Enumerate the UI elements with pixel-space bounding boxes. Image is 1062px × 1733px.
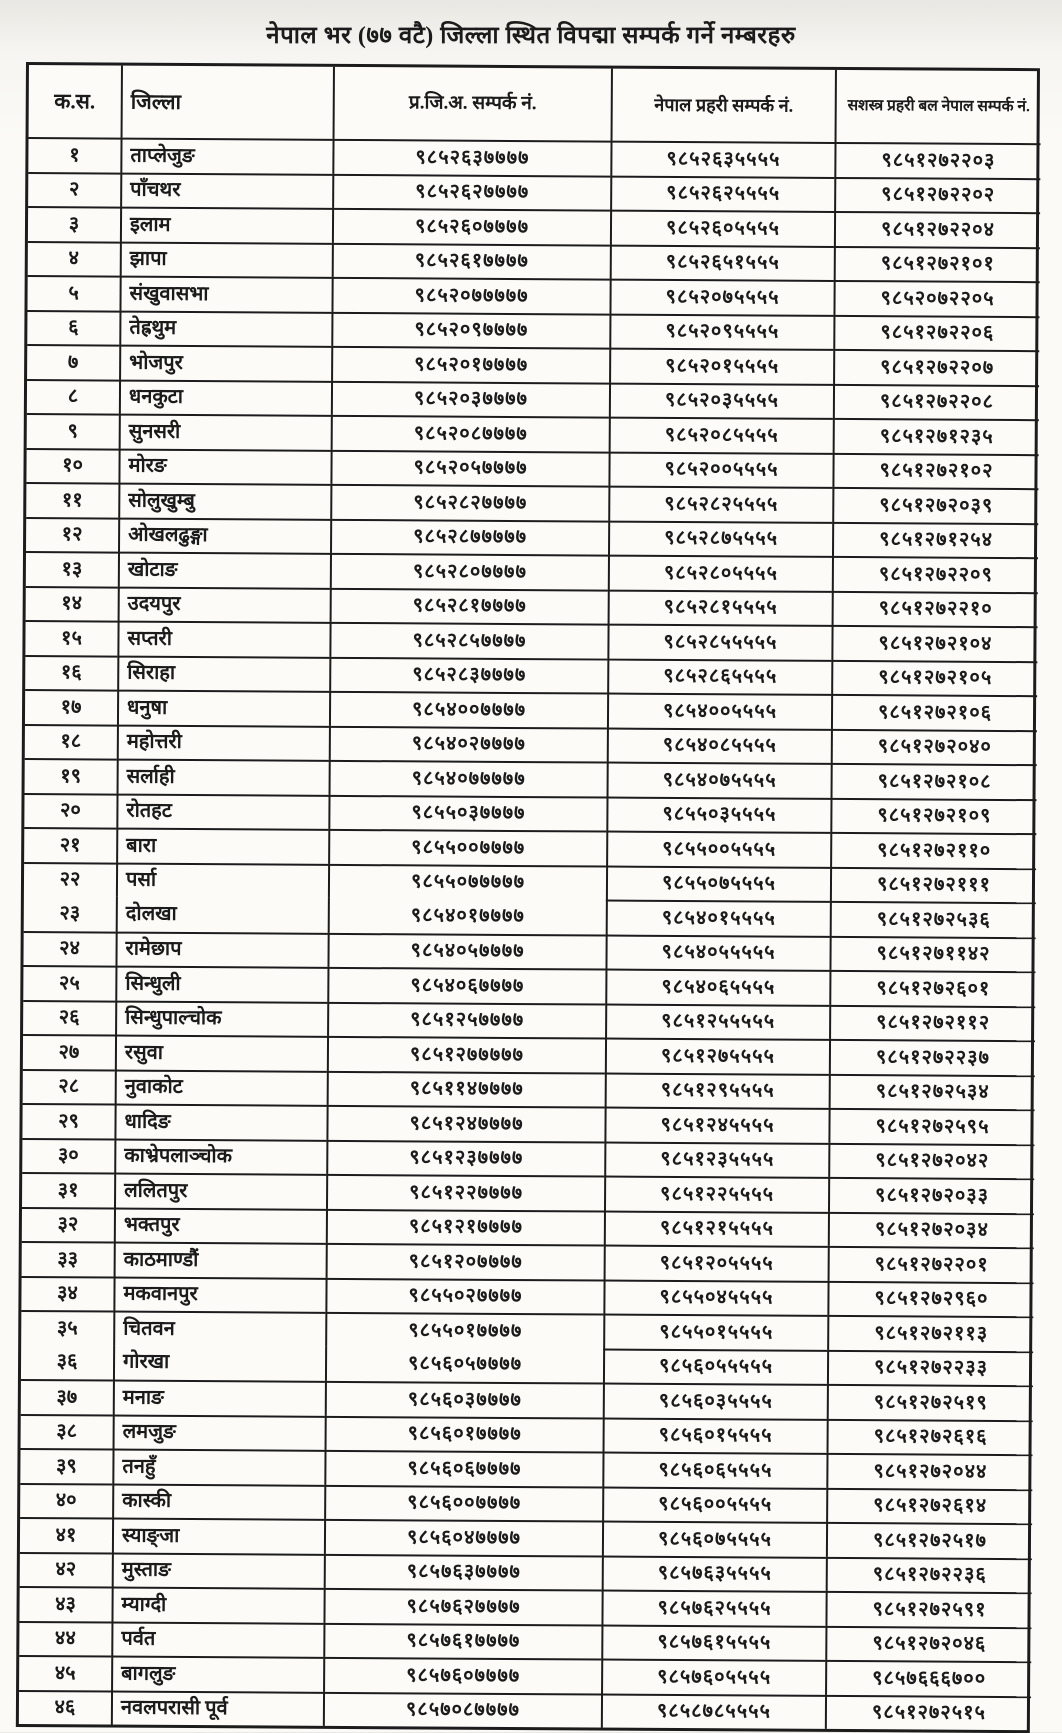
police-number-cell: ९८५७६१५५५५ bbox=[601, 1624, 825, 1660]
police-number-cell: ९८५२८६५५५५ bbox=[607, 658, 831, 694]
district-cell: काठमाण्डौं bbox=[114, 1242, 326, 1278]
district-cell: तेह्रथुम bbox=[119, 310, 331, 346]
sn-cell: ३२ bbox=[22, 1206, 114, 1241]
district-cell: कास्की bbox=[112, 1483, 324, 1519]
district-cell: भक्तपुर bbox=[114, 1207, 326, 1243]
district-cell: तनहुँ bbox=[112, 1449, 324, 1485]
district-cell: भोजपुर bbox=[119, 345, 331, 381]
district-cell: सोलुखुम्बु bbox=[118, 483, 330, 519]
sn-cell: १ bbox=[28, 137, 120, 172]
police-number-cell: ९८५२८२५५५५ bbox=[608, 486, 832, 522]
apf-number-cell: ९८५१२७२२०८ bbox=[833, 383, 1039, 419]
district-cell: म्याग्दी bbox=[111, 1587, 323, 1623]
district-cell: ललितपुर bbox=[114, 1173, 326, 1209]
sn-cell: २८ bbox=[23, 1068, 115, 1103]
sn-cell: ५ bbox=[27, 275, 119, 310]
district-cell: बागलुङ bbox=[111, 1656, 323, 1692]
police-number-cell: ९८५२६३५५५५ bbox=[610, 141, 834, 177]
police-number-cell: ९८५१२३५५५५ bbox=[604, 1141, 828, 1177]
police-number-cell: ९८५२८७५५५५ bbox=[608, 520, 832, 556]
district-cell: संखुवासभा bbox=[119, 276, 331, 312]
sn-cell: २३ bbox=[59, 901, 81, 925]
apf-number-cell: ९८५१२७२२३७ bbox=[829, 1039, 1035, 1075]
police-number-cell: ९८५२००५५५५ bbox=[608, 451, 832, 487]
sn-cell: ३१ bbox=[22, 1172, 114, 1207]
apf-number-cell: ९८५१२७२१०२ bbox=[832, 452, 1038, 488]
apf-number-cell: ९८५१२७२२०७ bbox=[833, 349, 1039, 385]
apf-number-cell: ९८५१२७२०४४ bbox=[826, 1453, 1032, 1489]
district-cell: गोरखा bbox=[113, 1345, 325, 1381]
cdo-number-cell: ९८५५००७७७७ bbox=[328, 829, 606, 865]
apf-number-cell: ९८५१२७२२०३ bbox=[834, 142, 1040, 178]
cdo-number-cell: ९८५११४७७७७ bbox=[327, 1070, 605, 1106]
police-number-cell: ९८५२८०५५५५ bbox=[608, 555, 832, 591]
district-cell: रामेछाप bbox=[115, 931, 327, 967]
cdo-number-cell: ९८५६००७७७७ bbox=[324, 1484, 602, 1520]
cdo-number-cell: ९८५२६०७७७७ bbox=[332, 208, 610, 244]
district-cell: नवलपरासी पूर्व bbox=[111, 1690, 323, 1726]
cdo-number-cell: ९८५२८२७७७७ bbox=[330, 484, 608, 520]
cdo-number-cell: ९८५५०२७७७७ bbox=[325, 1277, 603, 1313]
cdo-number-cell: ९८५२८७७७७७ bbox=[330, 518, 608, 554]
district-cell: मोरङ bbox=[118, 448, 330, 484]
sn-cell: ८ bbox=[27, 379, 119, 414]
district-cell: दोलखा bbox=[116, 897, 328, 933]
apf-number-cell: ९८५१२७२२०६ bbox=[833, 314, 1039, 350]
cdo-number-cell: ९८५२८३७७७७ bbox=[329, 656, 607, 692]
apf-number-cell: ९८५१२७२०४० bbox=[831, 728, 1037, 764]
apf-number-cell: ९८५१२७२१०५ bbox=[831, 659, 1037, 695]
apf-number-cell: ९८५१२७२२३६ bbox=[826, 1556, 1032, 1592]
cdo-number-cell: ९८५२०९७७७७ bbox=[331, 311, 609, 347]
police-number-cell: ९८५२६०५५५५ bbox=[610, 210, 834, 246]
table-body bbox=[19, 137, 1037, 1730]
police-number-cell: ९८५४०७५५५५ bbox=[607, 762, 831, 798]
sn-cell: ३९ bbox=[20, 1448, 112, 1483]
sn-cell: २४ bbox=[23, 931, 115, 966]
apf-number-cell: ९८५१२७२०३९ bbox=[832, 487, 1038, 523]
apf-number-cell: ९८५१२७२९६० bbox=[827, 1280, 1033, 1316]
police-number-cell: ९८५५००५५५५ bbox=[606, 831, 830, 867]
cdo-number-cell: ९८५६०४७७७७ bbox=[324, 1519, 602, 1555]
apf-number-cell: ९८५१२७२६१४ bbox=[826, 1487, 1032, 1523]
apf-number-cell: ९८५१२७१२३५ bbox=[833, 418, 1039, 454]
apf-number-cell: ९८५१२७२०४६ bbox=[825, 1625, 1031, 1661]
police-number-cell: ९८५४०८५५५५ bbox=[607, 727, 831, 763]
sn-cell: ७ bbox=[27, 344, 119, 379]
cdo-number-cell: ९८५४०५७७७७ bbox=[327, 932, 605, 968]
cdo-number-cell: ९८५६०१७७७७ bbox=[325, 1415, 603, 1451]
sn-cell: ४ bbox=[28, 241, 120, 276]
cdo-number-cell: ९८५२०३७७७७ bbox=[331, 380, 609, 416]
sn-cell: २५ bbox=[23, 965, 115, 1000]
cdo-number-cell: ९८५७६२७७७७ bbox=[323, 1588, 601, 1624]
sn-cell: ३५ bbox=[21, 1310, 113, 1345]
cdo-number-cell: ९८५५०३७७७७ bbox=[328, 794, 606, 830]
district-cell: उदयपुर bbox=[118, 586, 330, 622]
apf-number-cell: ९८५१२७२११२ bbox=[829, 1004, 1035, 1040]
header-nepal-police-contact: नेपाल प्रहरी सम्पर्क नं. bbox=[611, 69, 835, 142]
district-cell: रसुवा bbox=[115, 1035, 327, 1071]
district-cell: महोत्तरी bbox=[117, 724, 329, 760]
header-armed-police-contact: सशस्त्र प्रहरी बल नेपाल सम्पर्क नं. bbox=[835, 70, 1041, 143]
apf-number-cell: ९८५१२७२२३३ bbox=[827, 1349, 1033, 1385]
header-district: जिल्ला bbox=[121, 66, 333, 139]
sn-cell: ३८ bbox=[21, 1413, 113, 1448]
police-number-cell: ९८५६०७५५५५ bbox=[602, 1521, 826, 1557]
police-number-cell: ९८५१२२५५५५ bbox=[604, 1176, 828, 1212]
sn-cell: ४२ bbox=[20, 1551, 112, 1586]
apf-number-cell: ९८५१२७२०३३ bbox=[828, 1177, 1034, 1213]
district-cell: सुनसरी bbox=[119, 414, 331, 450]
sn-cell: ३० bbox=[22, 1137, 114, 1172]
apf-number-cell: ९८५७६६६७०० bbox=[825, 1660, 1031, 1696]
police-number-cell: ९८५७६२५५५५ bbox=[601, 1590, 825, 1626]
apf-number-cell: ९८५१२७२०४२ bbox=[828, 1142, 1034, 1178]
district-cell: धनुषा bbox=[117, 690, 329, 726]
district-cell: ताप्लेजुङ bbox=[120, 138, 332, 174]
police-number-cell: ९८५२८५५५५५ bbox=[607, 624, 831, 660]
police-number-cell: ९८५४०१५५५५ bbox=[606, 900, 830, 936]
apf-number-cell: ९८५१२७२५३४ bbox=[829, 1073, 1035, 1109]
police-number-cell: ९८५४००५५५५ bbox=[607, 693, 831, 729]
district-cell: सप्तरी bbox=[117, 621, 329, 657]
police-number-cell: ९८५१२४५५५५ bbox=[604, 1107, 828, 1143]
apf-number-cell: ९८५१२७२५१७ bbox=[826, 1522, 1032, 1558]
cdo-number-cell: ९८५२६२७७७७ bbox=[332, 173, 610, 209]
police-number-cell: ९८५६०३५५५५ bbox=[603, 1383, 827, 1419]
contact-numbers-table bbox=[16, 62, 1040, 1733]
apf-number-cell: ९८५१२७२२०४ bbox=[834, 211, 1040, 247]
apf-number-cell: ९८५१२७२५९१ bbox=[825, 1591, 1031, 1627]
district-cell: झापा bbox=[120, 241, 332, 277]
apf-number-cell: ९८५१२७११४२ bbox=[829, 935, 1035, 971]
police-number-cell: ९८५२०१५५५५ bbox=[609, 348, 833, 384]
sn-cell: ४३ bbox=[19, 1586, 111, 1621]
district-cell: धादिङ bbox=[114, 1104, 326, 1140]
police-number-cell: ९८५६०५५५५५ bbox=[603, 1348, 827, 1384]
cdo-number-cell: ९८५२८१७७७७ bbox=[330, 587, 608, 623]
sn-cell: ४० bbox=[20, 1482, 112, 1517]
cdo-number-cell: ९८५१२३७७७७ bbox=[326, 1139, 604, 1175]
cdo-number-cell: ९८५४०१७७७७ bbox=[328, 898, 606, 934]
sn-cell: १० bbox=[26, 448, 118, 483]
district-cell: सिन्धुपाल्चोक bbox=[115, 1000, 327, 1036]
sn-cell: १९ bbox=[25, 758, 117, 793]
sn-cell: १५ bbox=[25, 620, 117, 655]
district-cell: मकवानपुर bbox=[113, 1276, 325, 1312]
police-number-cell: ९८५१२५५५५५ bbox=[605, 1003, 829, 1039]
sn-cell: १२ bbox=[26, 517, 118, 552]
police-number-cell: ९८५७६३५५५५ bbox=[602, 1555, 826, 1591]
apf-number-cell: ९८५१२७२२०१ bbox=[828, 1246, 1034, 1282]
district-cell: सिराहा bbox=[117, 655, 329, 691]
cdo-number-cell: ९८५२०५७७७७ bbox=[330, 449, 608, 485]
district-cell: मनाङ bbox=[113, 1380, 325, 1416]
table-row bbox=[19, 1689, 1027, 1730]
police-number-cell: ९८५२०३५५५५ bbox=[609, 382, 833, 418]
sn-cell: २१ bbox=[24, 827, 116, 862]
cdo-number-cell: ९८५१२५७७७७ bbox=[327, 1001, 605, 1037]
police-number-cell: ९८५४०५५५५५ bbox=[605, 934, 829, 970]
sn-cell: ३६ bbox=[56, 1350, 78, 1373]
sn-cell: ९ bbox=[27, 413, 119, 448]
district-cell: पर्सा bbox=[116, 862, 328, 898]
district-cell: बारा bbox=[116, 828, 328, 864]
district-cell: खोटाङ bbox=[118, 552, 330, 588]
police-number-cell: ९८५५०७५५५५ bbox=[606, 865, 830, 901]
cdo-number-cell: ९८५२८०७७७७ bbox=[330, 553, 608, 589]
sn-cell: २७ bbox=[23, 1034, 115, 1069]
district-cell: सर्लाही bbox=[117, 759, 329, 795]
sn-cell: २६ bbox=[23, 1000, 115, 1035]
cdo-number-cell: ९८५२६१७७७७ bbox=[332, 242, 610, 278]
cdo-number-cell: ९८५४०६७७७७ bbox=[327, 967, 605, 1003]
police-number-cell: ९८५५०४५५५५ bbox=[603, 1279, 827, 1315]
table-header-row bbox=[29, 65, 1037, 143]
police-number-cell: ९८५४०६५५५५ bbox=[605, 969, 829, 1005]
apf-number-cell: ९८५१२७२१०६ bbox=[831, 694, 1037, 730]
apf-number-cell: ९८५१२७२५१५ bbox=[825, 1694, 1031, 1730]
apf-number-cell: ९८५१२७२१०८ bbox=[831, 763, 1037, 799]
district-cell: लमजुङ bbox=[113, 1414, 325, 1450]
sn-cell: ३७ bbox=[21, 1379, 113, 1414]
district-cell: पर्वत bbox=[111, 1621, 323, 1657]
police-number-cell: ९८५२६५१५५५ bbox=[610, 244, 834, 280]
cdo-number-cell: ९८५२०८७७७७ bbox=[331, 415, 609, 451]
cdo-number-cell: ९८५५०७७७७७ bbox=[328, 863, 606, 899]
apf-number-cell: ९८५१२७२२१० bbox=[832, 590, 1038, 626]
cdo-number-cell: ९८५४००७७७७ bbox=[329, 691, 607, 727]
district-cell: पाँचथर bbox=[120, 172, 332, 208]
district-cell: नुवाकोट bbox=[115, 1069, 327, 1105]
cdo-number-cell: ९८५२०१७७७७ bbox=[331, 346, 609, 382]
sn-cell: ४४ bbox=[19, 1620, 111, 1655]
cdo-number-cell: ९८५६०६७७७७ bbox=[324, 1450, 602, 1486]
cdo-number-cell: ९८५७६१७७७७ bbox=[323, 1622, 601, 1658]
district-cell: काभ्रेपलाञ्चोक bbox=[114, 1138, 326, 1174]
apf-number-cell: ९८५१२७२११० bbox=[830, 832, 1036, 868]
apf-number-cell: ९८५१२७२१०१ bbox=[834, 245, 1040, 281]
apf-number-cell: ९८५१२७२५९५ bbox=[828, 1108, 1034, 1144]
district-cell: ओखलढुङ्गा bbox=[118, 517, 330, 553]
cdo-number-cell: ९८५२६३७७७७ bbox=[332, 139, 610, 175]
apf-number-cell: ९८५१२७२५३६ bbox=[830, 901, 1036, 937]
sn-cell: ४६ bbox=[19, 1689, 111, 1724]
sn-cell: ३३ bbox=[22, 1241, 114, 1276]
district-cell: धनकुटा bbox=[119, 379, 331, 415]
sn-cell: २० bbox=[24, 793, 116, 828]
cdo-number-cell: ९८५७०८७७७७ bbox=[323, 1691, 601, 1727]
cdo-number-cell: ९८५१२१७७७७ bbox=[326, 1208, 604, 1244]
sn-cell: ३४ bbox=[21, 1275, 113, 1310]
cdo-number-cell: ९८५४०२७७७७ bbox=[329, 725, 607, 761]
police-number-cell: ९८५६०१५५५५ bbox=[603, 1417, 827, 1453]
cdo-number-cell: ९८५५०१७७७७ bbox=[325, 1312, 603, 1348]
sn-cell: ६ bbox=[27, 310, 119, 345]
police-number-cell: ९८५७६०५५५५ bbox=[601, 1659, 825, 1695]
sn-cell: २२ bbox=[24, 862, 116, 897]
apf-number-cell: ९८५१२७२१०४ bbox=[831, 625, 1037, 661]
cdo-number-cell: ९८५१२०७७७७ bbox=[326, 1243, 604, 1279]
police-number-cell: ९८५५०१५५५५ bbox=[603, 1314, 827, 1350]
police-number-cell: ९८५६००५५५५ bbox=[602, 1486, 826, 1522]
police-number-cell: ९८५२०७५५५५ bbox=[609, 279, 833, 315]
district-cell: चितवन bbox=[113, 1311, 325, 1347]
sn-cell: १३ bbox=[26, 551, 118, 586]
sn-cell: २ bbox=[28, 172, 120, 207]
apf-number-cell: ९८५१२७२०३४ bbox=[828, 1211, 1034, 1247]
sn-cell: १८ bbox=[25, 724, 117, 759]
cdo-number-cell: ९८५६०३७७७७ bbox=[325, 1381, 603, 1417]
sn-cell: ३ bbox=[28, 206, 120, 241]
district-cell: रोतहट bbox=[116, 793, 328, 829]
apf-number-cell: ९८५१२७२११३ bbox=[827, 1315, 1033, 1351]
district-cell: इलाम bbox=[120, 207, 332, 243]
apf-number-cell: ९८५१२७२१११ bbox=[830, 866, 1036, 902]
police-number-cell: ९८५२६२५५५५ bbox=[610, 175, 834, 211]
apf-number-cell: ९८५१२७२२०९ bbox=[832, 556, 1038, 592]
apf-number-cell: ९८५१२७२६१६ bbox=[827, 1418, 1033, 1454]
sn-cell: ४५ bbox=[19, 1655, 111, 1690]
cdo-number-cell: ९८५१२२७७७७ bbox=[326, 1174, 604, 1210]
cdo-number-cell: ९८५१२४७७७७ bbox=[326, 1105, 604, 1141]
sn-cell: १६ bbox=[25, 655, 117, 690]
police-number-cell: ९८५६०६५५५५ bbox=[602, 1452, 826, 1488]
cdo-number-cell: ९८५६०५७७७७ bbox=[325, 1346, 603, 1382]
cdo-number-cell: ९८५२०७७७७७ bbox=[331, 277, 609, 313]
police-number-cell: ९८५१२९५५५५ bbox=[605, 1072, 829, 1108]
apf-number-cell: ९८५१२७२५१९ bbox=[827, 1384, 1033, 1420]
apf-number-cell: ९८५१२७२६०१ bbox=[829, 970, 1035, 1006]
cdo-number-cell: ९८५२८५७७७७ bbox=[329, 622, 607, 658]
police-number-cell: ९८५५०३५५५५ bbox=[606, 796, 830, 832]
police-number-cell: ९८५२०८५५५५ bbox=[609, 417, 833, 453]
sn-cell: १७ bbox=[25, 689, 117, 724]
sn-cell: ४१ bbox=[20, 1517, 112, 1552]
police-number-cell: ९८५१२७५५५५ bbox=[605, 1038, 829, 1074]
page-title: नेपाल भर (७७ वटै) जिल्ला स्थित विपद्मा सम्पर्क गर्ने नम्बरहरु bbox=[266, 23, 796, 49]
cdo-number-cell: ९८५१२७७७७७ bbox=[327, 1036, 605, 1072]
cdo-number-cell: ९८५७६०७७७७ bbox=[323, 1657, 601, 1693]
header-cdo-contact: प्र.जि.अ. सम्पर्क नं. bbox=[333, 67, 611, 141]
police-number-cell: ९८५८७८५५५५ bbox=[601, 1693, 825, 1729]
cdo-number-cell: ९८५७६३७७७७ bbox=[324, 1553, 602, 1589]
police-number-cell: ९८५२८१५५५५ bbox=[608, 589, 832, 625]
sn-cell: ११ bbox=[26, 482, 118, 517]
district-cell: स्याङ्जा bbox=[112, 1518, 324, 1554]
apf-number-cell: ९८५१२७२२०२ bbox=[834, 176, 1040, 212]
apf-number-cell: ९८५२०७२२०५ bbox=[833, 280, 1039, 316]
cdo-number-cell: ९८५४०७७७७७ bbox=[329, 760, 607, 796]
police-number-cell: ९८५२०९५५५५ bbox=[609, 313, 833, 349]
apf-number-cell: ९८५१२७२१०९ bbox=[830, 797, 1036, 833]
district-cell: सिन्धुली bbox=[115, 966, 327, 1002]
district-cell: मुस्ताङ bbox=[112, 1552, 324, 1588]
sn-cell: २९ bbox=[22, 1103, 114, 1138]
apf-number-cell: ९८५१२७१२५४ bbox=[832, 521, 1038, 557]
header-serial-number: क.स. bbox=[54, 89, 96, 114]
police-number-cell: ९८५१२०५५५५ bbox=[604, 1245, 828, 1281]
police-number-cell: ९८५१२१५५५५ bbox=[604, 1210, 828, 1246]
sn-cell: १४ bbox=[26, 586, 118, 621]
